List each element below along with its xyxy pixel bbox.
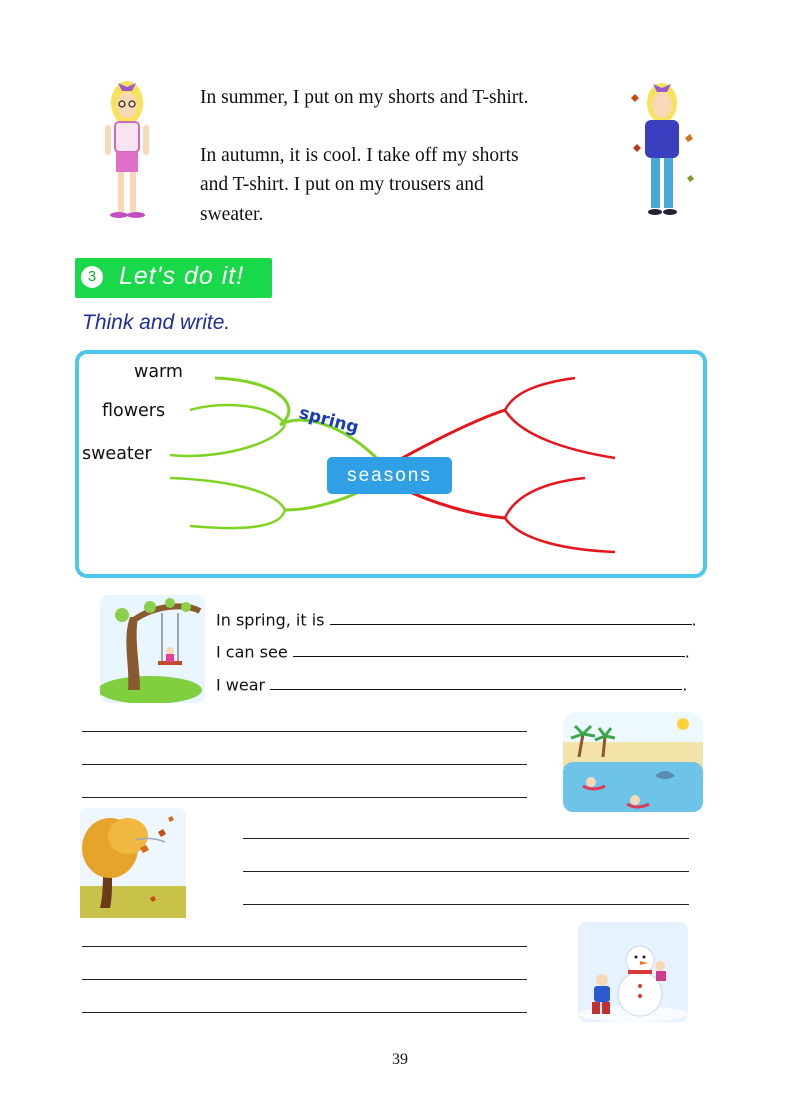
page-number: 39 xyxy=(392,1051,408,1068)
autumn-sentence-line2: and T-shirt. I put on my trousers and xyxy=(200,174,484,195)
autumn-sentence-line3: sweater. xyxy=(200,203,264,225)
period: . xyxy=(682,675,688,695)
mind-map-word-warm: warm xyxy=(134,362,183,382)
fill-in-prompt-2: I can see xyxy=(216,642,288,662)
section-number: 3 xyxy=(81,266,103,288)
section-subtitle: Think and write. xyxy=(82,311,231,334)
writing-line[interactable] xyxy=(82,1012,527,1013)
summer-beach-illustration xyxy=(563,712,703,812)
answer-blank-3[interactable] xyxy=(270,675,682,690)
writing-line[interactable] xyxy=(82,946,527,947)
section-heading xyxy=(75,258,272,298)
writing-line[interactable] xyxy=(82,731,527,732)
writing-line[interactable] xyxy=(82,764,527,765)
writing-line[interactable] xyxy=(243,904,689,905)
section-title: Let's do it! xyxy=(119,262,245,290)
answer-blank-1[interactable] xyxy=(330,610,692,625)
writing-line[interactable] xyxy=(82,979,527,980)
girl-summer-illustration xyxy=(92,75,162,225)
autumn-sentence-line1: In autumn, it is cool. I take off my shorts xyxy=(200,144,519,166)
girl-autumn-illustration xyxy=(625,78,700,226)
spring-tree-swing-illustration xyxy=(100,595,205,703)
writing-line[interactable] xyxy=(82,797,527,798)
fill-in-line-3 xyxy=(216,675,687,694)
answer-blank-2[interactable] xyxy=(293,642,685,657)
mind-map-word-flowers: flowers xyxy=(102,401,166,421)
writing-line[interactable] xyxy=(243,838,689,839)
fill-in-prompt-3: I wear xyxy=(216,675,266,695)
fill-in-line-2 xyxy=(216,642,690,661)
autumn-tree-illustration xyxy=(80,808,186,918)
fill-in-prompt-1: In spring, it is xyxy=(216,610,325,630)
period: . xyxy=(691,610,697,630)
period: . xyxy=(684,642,690,662)
spacer xyxy=(200,113,600,141)
writing-line[interactable] xyxy=(243,871,689,872)
fill-in-line-1 xyxy=(216,610,697,629)
winter-snowman-illustration xyxy=(578,922,688,1022)
summer-sentence: In summer, I put on my shorts and T-shirt. xyxy=(200,87,529,108)
intro-text xyxy=(200,83,600,229)
mind-map-branch-label: spring xyxy=(296,403,361,439)
mind-map-word-sweater: sweater xyxy=(82,444,152,464)
mind-map-center: seasons xyxy=(327,457,452,494)
